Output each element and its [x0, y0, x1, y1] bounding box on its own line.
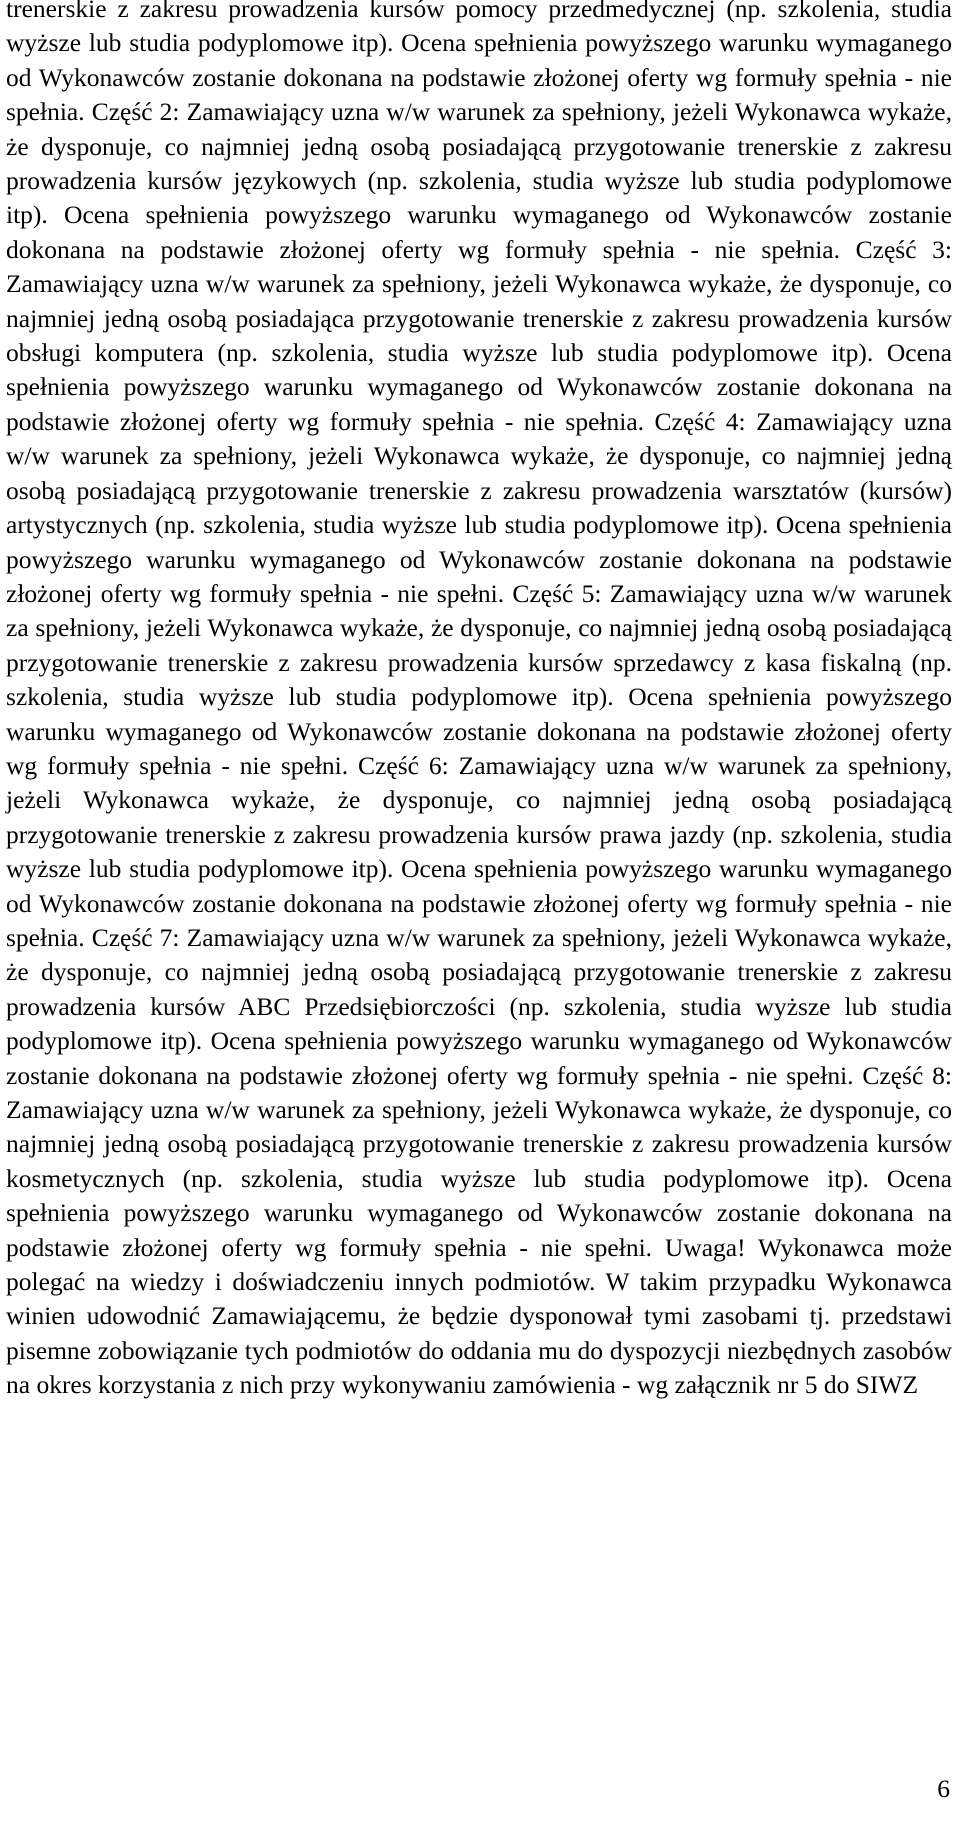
page-number: 6: [937, 1774, 950, 1803]
body-paragraph: trenerskie z zakresu prowadzenia kursów pomocy przedmedycznej (np. szkolenia, studia wyższe lub studia podyplomowe itp). Ocena spełnienia powyższego warunku wymaganego od Wykonawców zostanie dokonana na podstawie złożonej oferty wg formuły spełnia - nie spełnia. Część 2: Zamawiający uzna w/w warunek za spełniony, jeżeli Wykonawca wykaże, że dysponuje, co najmniej jedną osobą posiadającą przygotowanie trenerskie z zakresu prowadzenia kursów językowych (np. szkolenia, studia wyższe lub studia podyplomowe itp). Ocena spełnienia powyższego warunku wymaganego od Wykonawców zostanie dokonana na podstawie złożonej oferty wg formuły spełnia - nie spełnia. Część 3: Zamawiający uzna w/w warunek za spełniony, jeżeli Wykonawca wykaże, że dysponuje, co najmniej jedną osobą posiadająca przygotowanie trenerskie z zakresu prowadzenia kursów obsługi komputera (np. szkolenia, studia wyższe lub studia podyplomowe itp). Ocena spełnienia powyższego warunku wymaganego od Wykonawców zostanie dokonana na podstawie złożonej oferty wg formuły spełnia - nie spełnia. Część 4: Zamawiający uzna w/w warunek za spełniony, jeżeli Wykonawca wykaże, że dysponuje, co najmniej jedną osobą posiadającą przygotowanie trenerskie z zakresu prowadzenia warsztatów (kursów) artystycznych (np. szkolenia, studia wyższe lub studia podyplomowe itp). Ocena spełnienia powyższego warunku wymaganego od Wykonawców zostanie dokonana na podstawie złożonej oferty wg formuły spełnia - nie spełni. Część 5: Zamawiający uzna w/w warunek za spełniony, jeżeli Wykonawca wykaże, że dysponuje, co najmniej jedną osobą posiadającą przygotowanie trenerskie z zakresu prowadzenia kursów sprzedawcy z kasa fiskalną (np. szkolenia, studia wyższe lub studia podyplomowe itp). Ocena spełnienia powyższego warunku wymaganego od Wykonawców zostanie dokonana na podstawie złożonej oferty wg formuły spełnia - nie spełni. Część 6: Zamawiający uzna w/w warunek za spełniony, jeżeli Wykonawca wykaże, że dysponuje, co najmniej jedną osobą posiadającą przygotowanie trenerskie z zakresu prowadzenia kursów prawa jazdy (np. szkolenia, studia wyższe lub studia podyplomowe itp). Ocena spełnienia powyższego warunku wymaganego od Wykonawców zostanie dokonana na podstawie złożonej oferty wg formuły spełnia - nie spełnia. Część 7: Zamawiający uzna w/w warunek za spełniony, jeżeli Wykonawca wykaże, że dysponuje, co najmniej jedną osobą posiadającą przygotowanie trenerskie z zakresu prowadzenia kursów ABC Przedsiębiorczości (np. szkolenia, studia wyższe lub studia podyplomowe itp). Ocena spełnienia powyższego warunku wymaganego od Wykonawców zostanie dokonana na podstawie złożonej oferty wg formuły spełnia - nie spełni. Część 8: Zamawiający uzna w/w warunek za spełniony, jeżeli Wykonawca wykaże, że dysponuje, co najmniej jedną osobą posiadającą przygotowanie trenerskie z zakresu prowadzenia kursów kosmetycznych (np. szkolenia, studia wyższe lub studia podyplomowe itp). Ocena spełnienia powyższego warunku wymaganego od Wykonawców zostanie dokonana na podstawie złożonej oferty wg formuły spełnia - nie spełni. Uwaga! Wykonawca może polegać na wiedzy i doświadczeniu innych podmiotów. W takim przypadku Wykonawca winien udowodnić Zamawiającemu, że będzie dysponował tymi zasobami tj. przedstawi pisemne zobowiązanie tych podmiotów do oddania mu do dyspozycji niezbędnych zasobów na okres korzystania z nich przy wykonywaniu zamówienia - wg załącznik nr 5 do SIWZ: [6, 0, 952, 1400]
